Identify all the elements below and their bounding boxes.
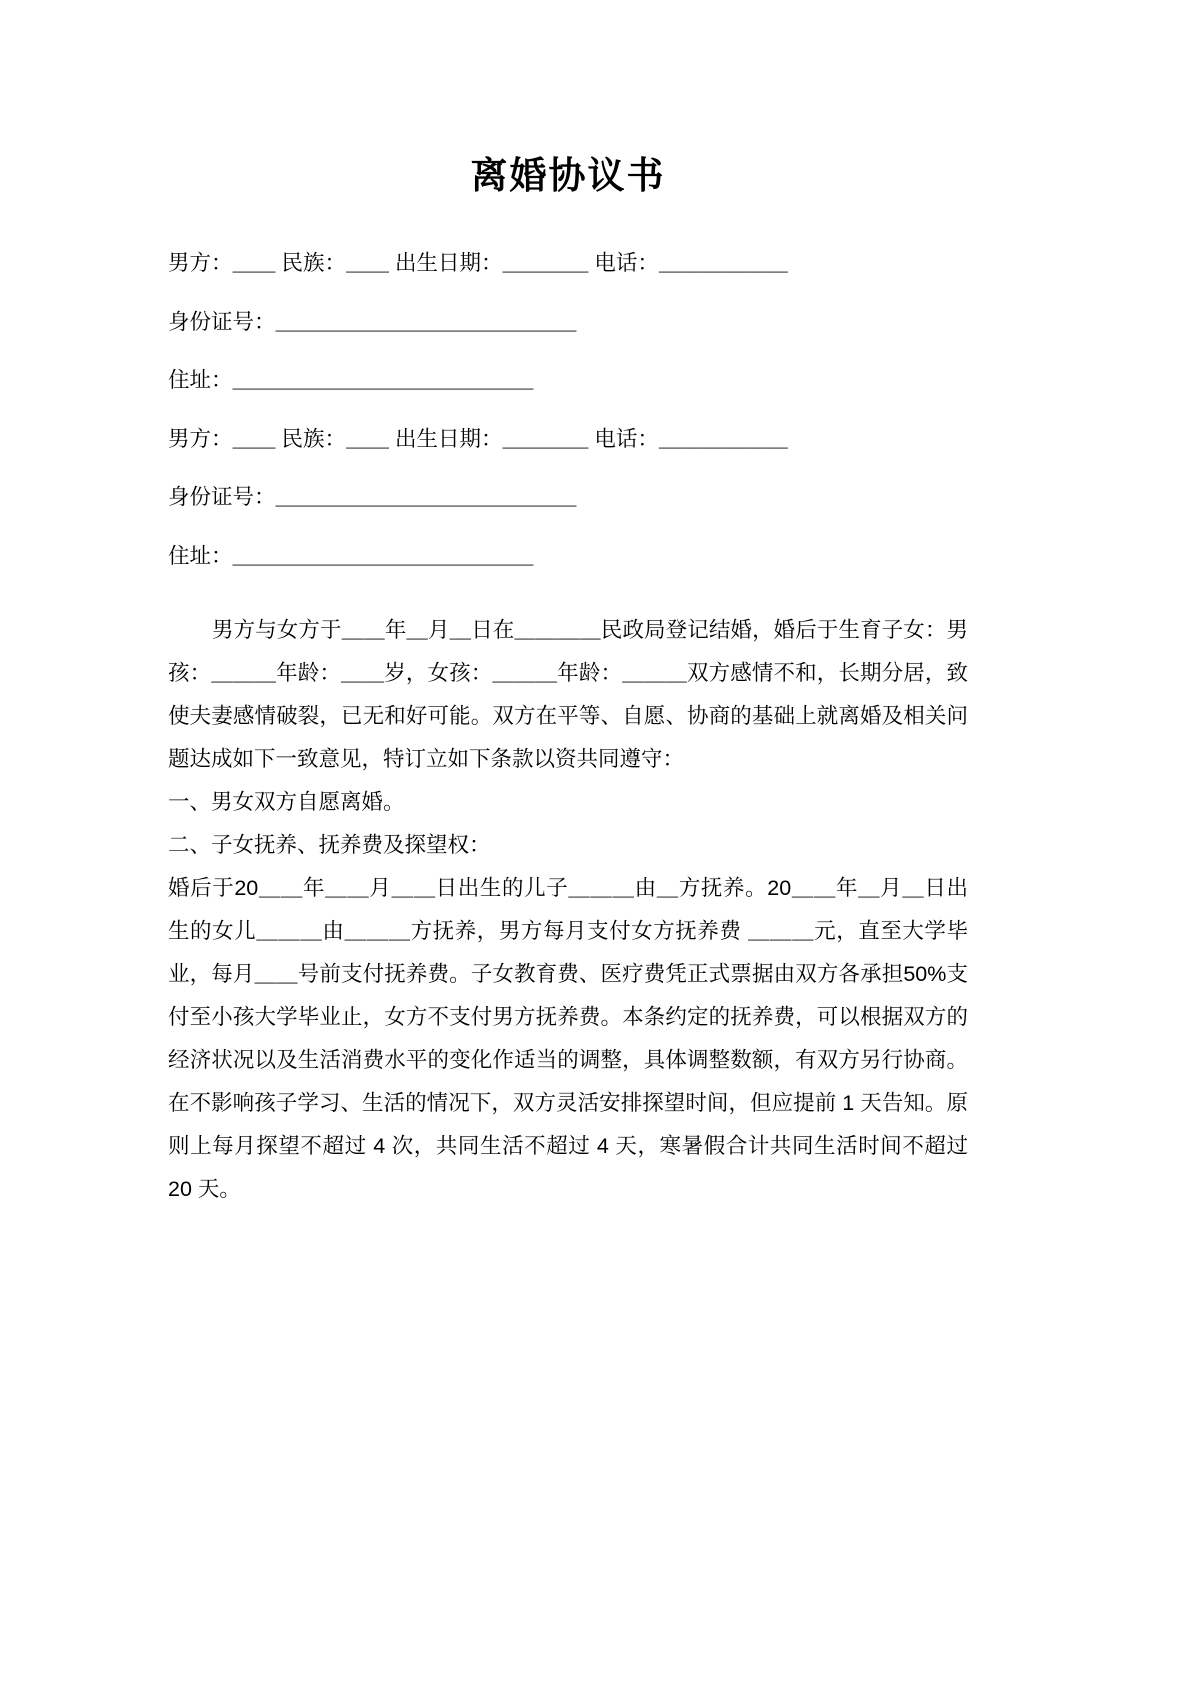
page-title: 离婚协议书 <box>470 155 666 196</box>
party-line-id-1: 身份证号：＿＿＿＿＿＿＿＿＿＿＿＿＿＿ <box>168 309 577 334</box>
party-info-block <box>168 253 968 567</box>
clause-two-body: 婚后于20＿＿年＿＿月＿＿日出生的儿子＿＿＿由＿方抚养。20＿＿年＿月＿日出生的女儿＿＿＿由＿＿＿方抚养，男方每月支付女方抚养费 ＿＿＿元，直至大学毕业，每月＿＿号前支付抚养费。子女教育费、医疗费凭正式票据由双方各承担50%支付至小孩大学毕业止，女方不支付男方抚养费。本条约定的抚养费，可以根据双方的经济状况以及生活消费水平的变化作适当的调整，具体调整数额，有双方另行协商。在不影响孩子学习、生活的情况下，双方灵活安排探望时间，但应提前 1 天告知。原则上每月探望不超过 4 次，共同生活不超过 4 天，寒暑假合计共同生活时间不超过 20 天。 <box>168 876 968 1201</box>
document-content <box>168 0 968 1211</box>
agreement-body <box>168 609 968 1211</box>
party-line-male-1: 男方：＿＿ 民族：＿＿ 出生日期：＿＿＿＿ 电话：＿＿＿＿＿＿ <box>168 251 788 275</box>
party-line-address-1: 住址：＿＿＿＿＿＿＿＿＿＿＿＿＿＿ <box>168 368 534 392</box>
party-line-male-2: 男方：＿＿ 民族：＿＿ 出生日期：＿＿＿＿ 电话：＿＿＿＿＿＿ <box>168 426 788 451</box>
party-line-address-2: 住址：＿＿＿＿＿＿＿＿＿＿＿＿＿＿ <box>168 543 534 568</box>
clause-one: 一、男女双方自愿离婚。 <box>168 790 405 814</box>
clause-two-heading: 二、子女抚养、抚养费及探望权： <box>168 833 491 857</box>
paragraph-preamble: 男方与女方于＿＿年＿月＿日在＿＿＿＿民政局登记结婚，婚后于生育子女：男孩：＿＿＿年龄：＿＿岁，女孩：＿＿＿年龄：＿＿＿双方感情不和，长期分居，致使夫妻感情破裂，已无和好可能。双方在平等、自愿、协商的基础上就离婚及相关问题达成如下一致意见，特订立如下条款以资共同遵守： <box>168 618 968 771</box>
party-line-id-2: 身份证号：＿＿＿＿＿＿＿＿＿＿＿＿＿＿ <box>168 485 577 509</box>
